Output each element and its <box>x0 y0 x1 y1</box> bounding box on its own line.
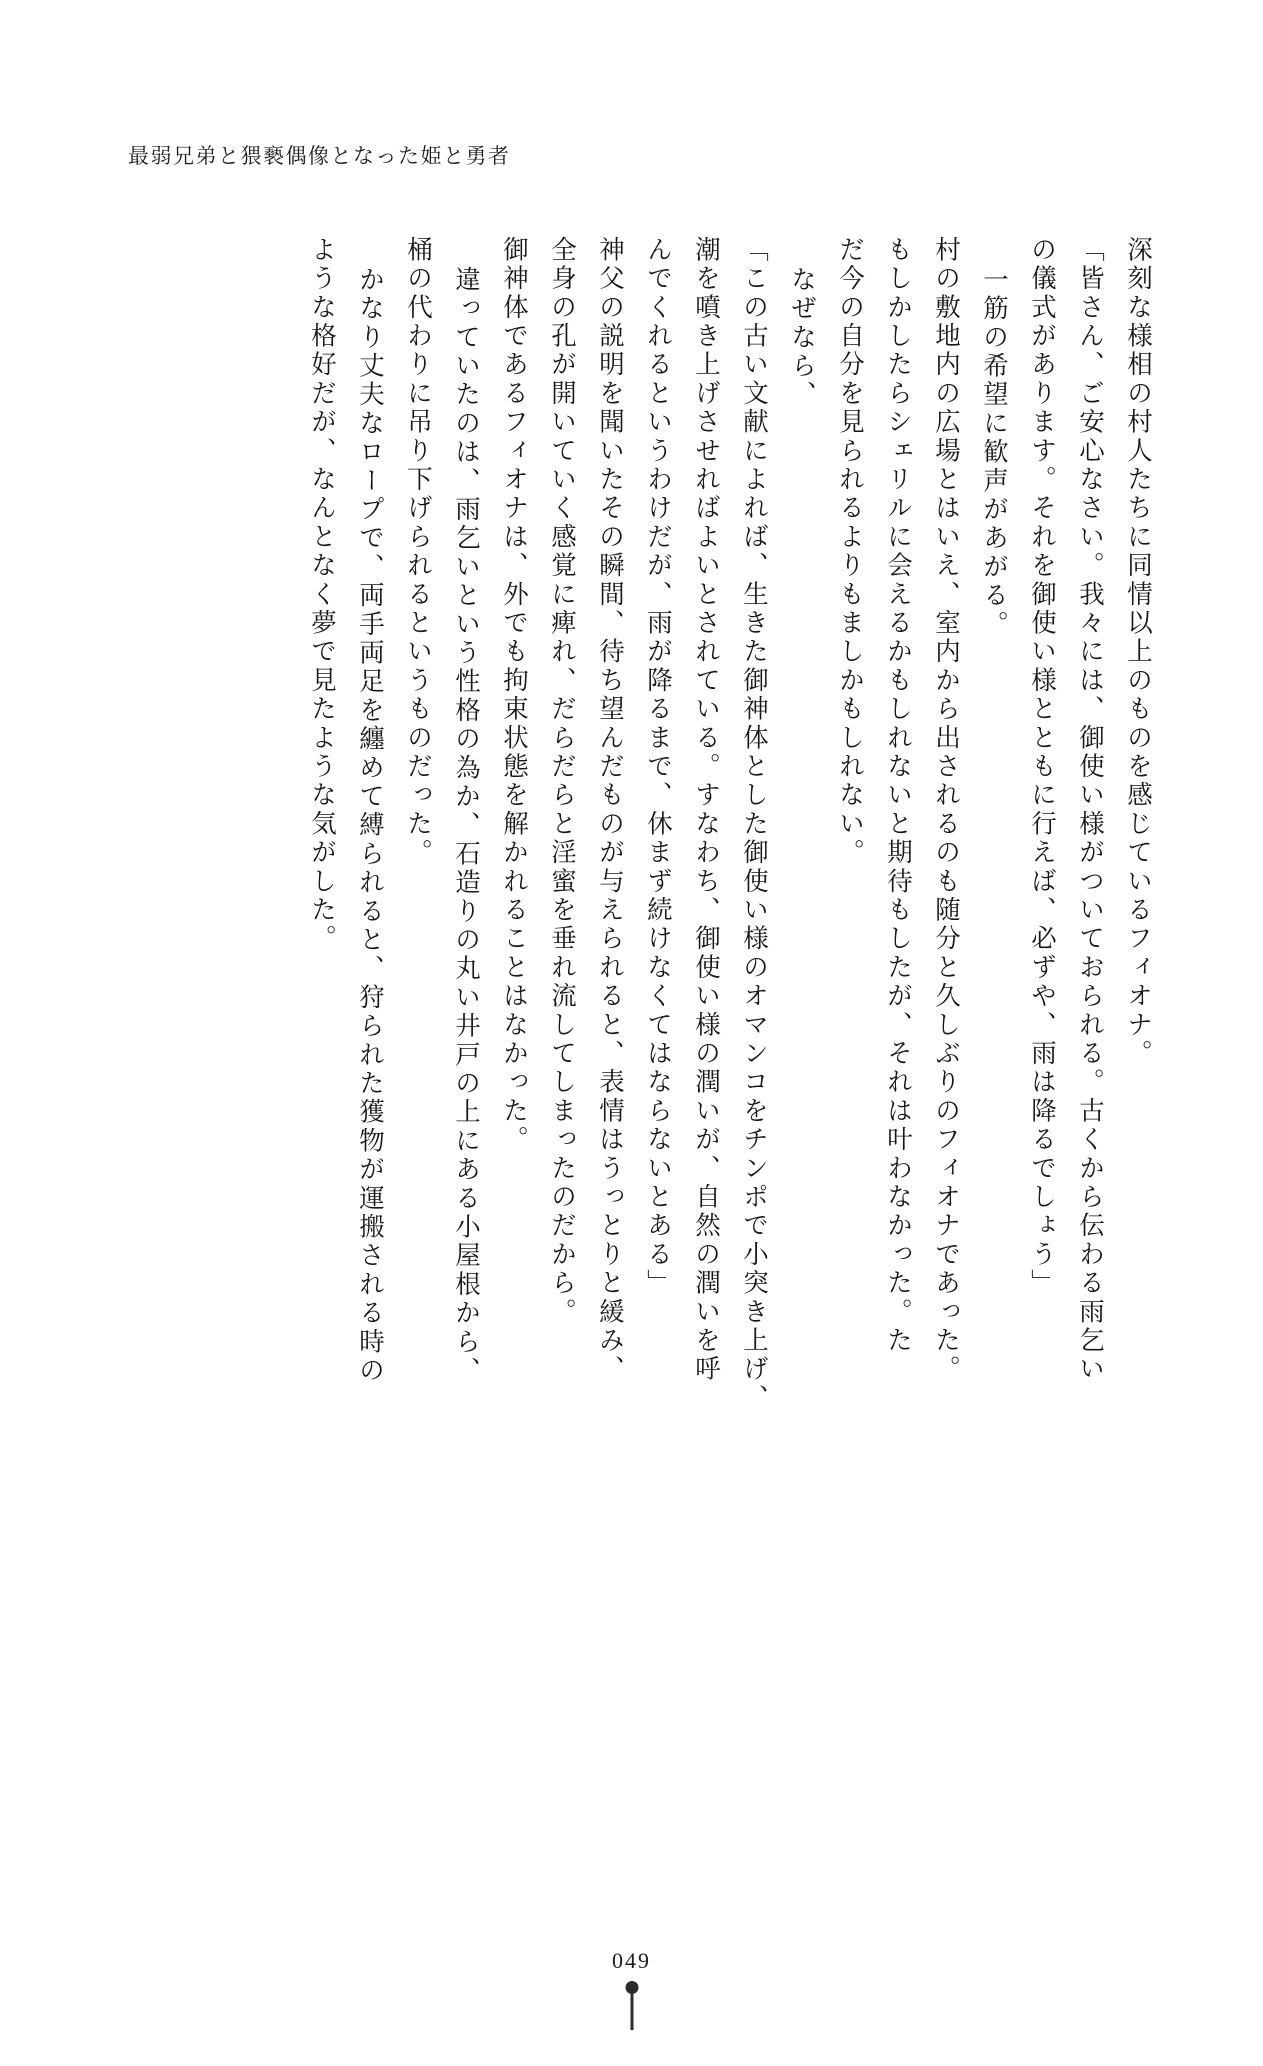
running-header: 最弱兄弟と猥褻偶像となった姫と勇者 <box>128 144 511 168</box>
text-column: ような格好だが、なんとなく夢で見たような気がした。 <box>308 236 337 954</box>
text-column: 御神体であるフィオナは、外でも拘束状態を解かれることはなかった。 <box>500 236 529 1155</box>
text-column: 違っていたのは、雨乞いという性格の為か、石造りの丸い井戸の上にある小屋根から、 <box>452 266 481 1386</box>
text-column: 桶の代わりに吊り下げられるというものだった。 <box>404 236 433 868</box>
text-column: の儀式があります。それを御使い様とともに行えば、必ずや、雨は降るでしょう」 <box>1028 236 1057 1298</box>
text-column: 潮を噴き上げさせればよいとされている。すなわち、御使い様の潤いが、自然の潤いを呼 <box>692 236 721 1384</box>
footer-rule-mark <box>630 1988 633 2030</box>
text-column: 村の敷地内の広場とはいえ、室内から出されるのも随分と久しぶりのフィオナであった。 <box>932 236 961 1384</box>
text-column: んでくれるというわけだが、雨が降るまで、休まず続けなくてはならないとある」 <box>644 236 673 1298</box>
text-column: もしかしたらシェリルに会えるかもしれないと期待もしたが、それは叶わなかった。た <box>884 236 913 1356</box>
text-column: 深刻な様相の村人たちに同情以上のものを感じているフィオナ。 <box>1124 236 1153 1069</box>
text-column: 神父の説明を聞いたその瞬間、待ち望んだものが与えられると、表情はうっとりと緩み、 <box>596 236 625 1384</box>
text-column: 「皆さん、ご安心なさい。我々には、御使い様がついておられる。古くから伝わる雨乞い <box>1076 236 1105 1384</box>
text-column: かなり丈夫なロープで、両手両足を纏めて縛られると、狩られた獲物が運搬される時の <box>356 266 385 1386</box>
text-column: だ今の自分を見られるよりもましかもしれない。 <box>836 236 865 868</box>
body-text-block <box>111 236 1151 1446</box>
page-number: 049 <box>612 1948 651 1973</box>
text-column: 「この古い文献によれば、生きた御神体とした御使い様のオマンコをチンポで小突き上げ、 <box>740 236 769 1413</box>
text-column: 全身の孔が開いていく感覚に痺れ、だらだらと淫蜜を垂れ流してしまったのだから。 <box>548 236 577 1327</box>
text-column: なぜなら、 <box>788 266 817 410</box>
text-column: 一筋の希望に歓声があがる。 <box>980 266 1009 640</box>
